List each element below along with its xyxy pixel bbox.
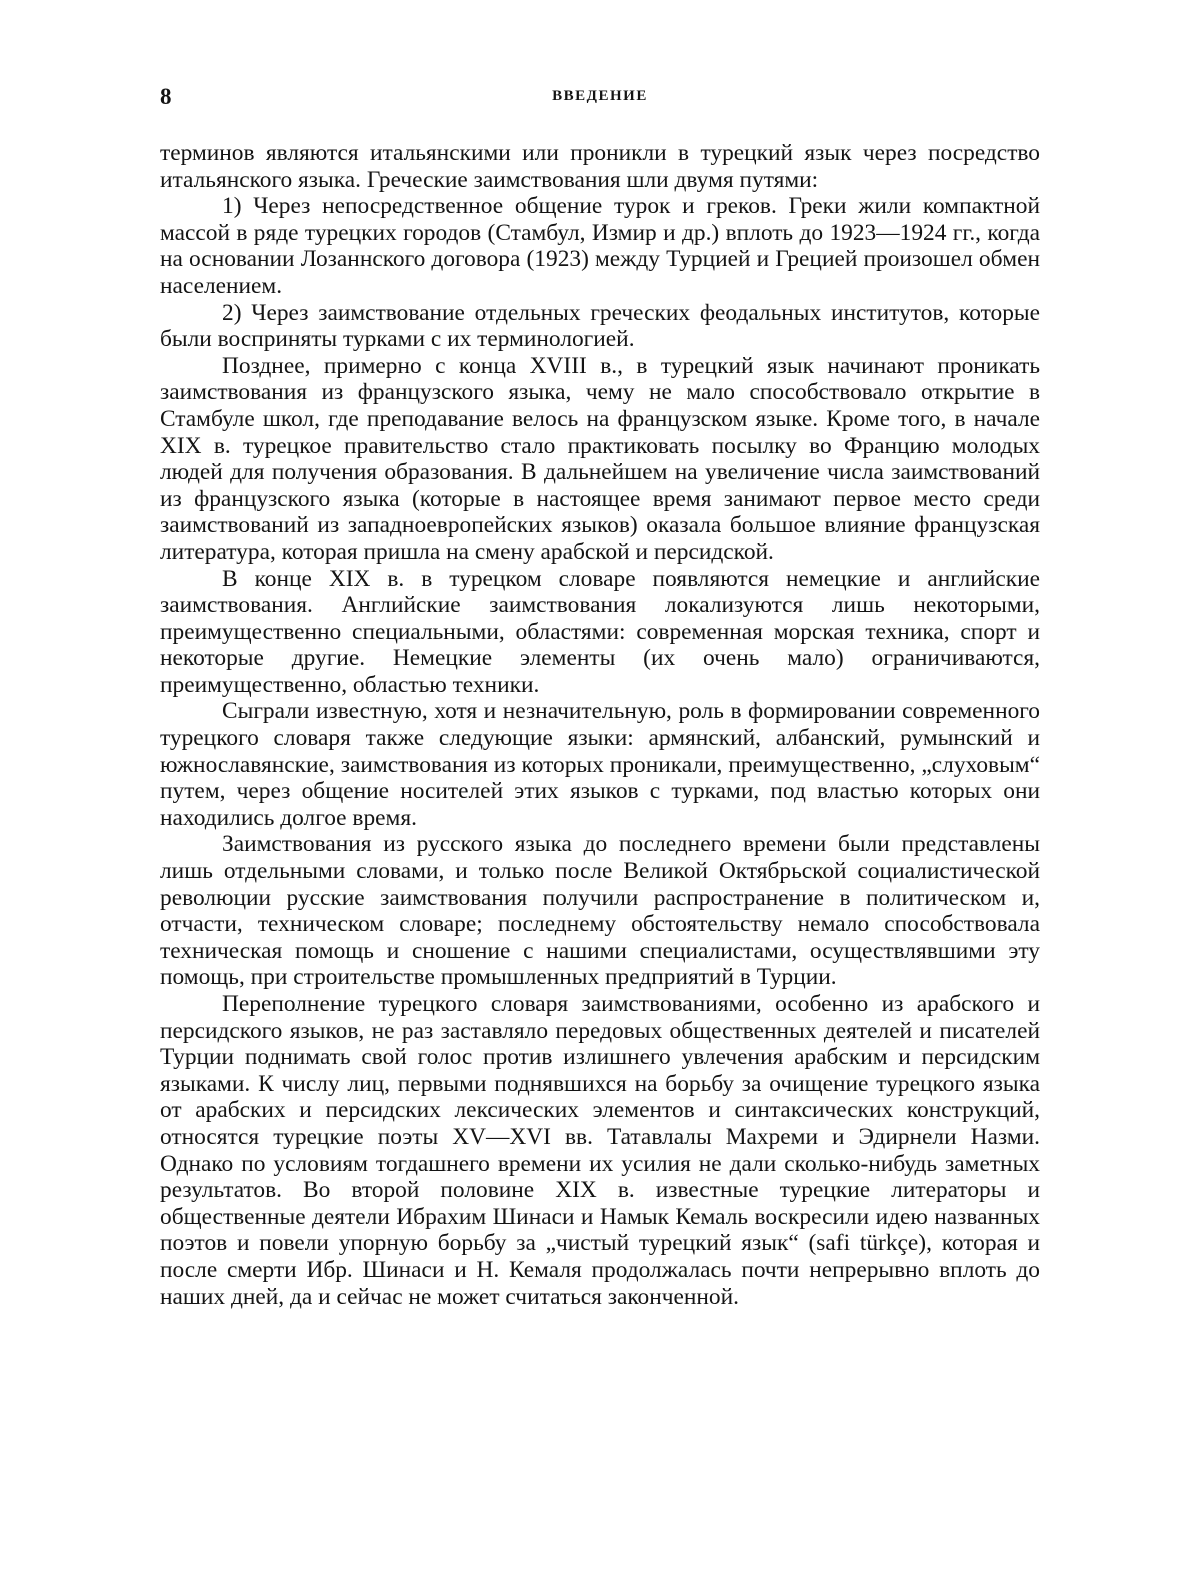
paragraph-greek-borrowings-intro: терминов являются итальянскими или проникли в турецкий язык через посредство итальянского языка. Греческие заимствования шли двумя путями: [160, 140, 1040, 193]
paragraph-other-languages: Сыграли известную, хотя и незначительную, роль в формировании современного турецкого словаря также следующие языки: армянский, албанский, румынский и южнославянские, заимствования из которых проникали, преимущественно, „слуховым“ путем, через общение носителей этих языков с турками, под властью которых они находились долгое время. [160, 698, 1040, 831]
paragraph-french-borrowings: Позднее, примерно с конца XVIII в., в турецкий язык начинают проникать заимствования из французского языка, чему не мало способствовало открытие в Стамбуле школ, где преподавание велось на французском языке. Кроме того, в начале XIX в. турецкое правительство стало практиковать посылку во Францию молодых людей для получения образования. В дальнейшем на увеличение числа заимствований из французского языка (которые в настоящее время занимают первое место среди заимствований из западноевропейских языков) оказала большое влияние французская литература, которая пришла на смену арабской и персидской. [160, 352, 1040, 565]
page-number: 8 [160, 84, 172, 109]
paragraph-russian-borrowings: Заимствования из русского языка до последнего времени были представлены лишь отдельными словами, и только после Великой Октябрьской социалистической революции русские заимствования получили распространение в политическом и, отчасти, техническом словаре; последнему обстоятельству немало способствовала техническая помощь и сношение с нашими специалистами, осуществлявшими эту помощь, при строительстве промышленных предприятий в Турции. [160, 831, 1040, 991]
paragraph-german-english-borrowings: В конце XIX в. в турецком словаре появляются немецкие и английские заимствования. Английские заимствования локализуются лишь некоторыми, преимущественно специальными, областями: современная морская техника, спорт и некоторые другие. Немецкие элементы (их очень мало) ограничиваются, преимущественно, областью техники. [160, 565, 1040, 698]
body-text [160, 140, 1040, 1310]
paragraph-greek-path-1: 1) Через непосредственное общение турок и греков. Греки жили компактной массой в ряде турецких городов (Стамбул, Измир и др.) вплоть до 1923—1924 гг., когда на основании Лозаннского договора (1923) между Турцией и Грецией произошел обмен населением. [160, 193, 1040, 299]
paragraph-language-purification: Переполнение турецкого словаря заимствованиями, особенно из арабского и персидского языков, не раз заставляло передовых общественных деятелей и писателей Турции поднимать свой голос против излишнего увлечения арабским и персидским языками. К числу лиц, первыми поднявшихся на борьбу за очищение турецкого языка от арабских и персидских лексических элементов и синтаксических конструкций, относятся турецкие поэты XV—XVI вв. Татавлалы Махреми и Эдирнели Назми. Однако по условиям тогдашнего времени их усилия не дали сколько-нибудь заметных результатов. Во второй половине XIX в. известные турецкие литераторы и общественные деятели Ибрахим Шинаси и Намык Кемаль воскресили идею названных поэтов и повели упорную борьбу за „чистый турецкий язык“ (safi türkçe), которая и после смерти Ибр. Шинаси и Н. Кемаля продолжалась почти непрерывно вплоть до наших дней, да и сейчас не может считаться законченной. [160, 991, 1040, 1310]
paragraph-greek-path-2: 2) Через заимствование отдельных греческих феодальных институтов, которые были восприняты турками с их терминологией. [160, 299, 1040, 353]
running-head: ВВЕДЕНИЕ [552, 88, 648, 104]
page-header [160, 84, 1040, 114]
